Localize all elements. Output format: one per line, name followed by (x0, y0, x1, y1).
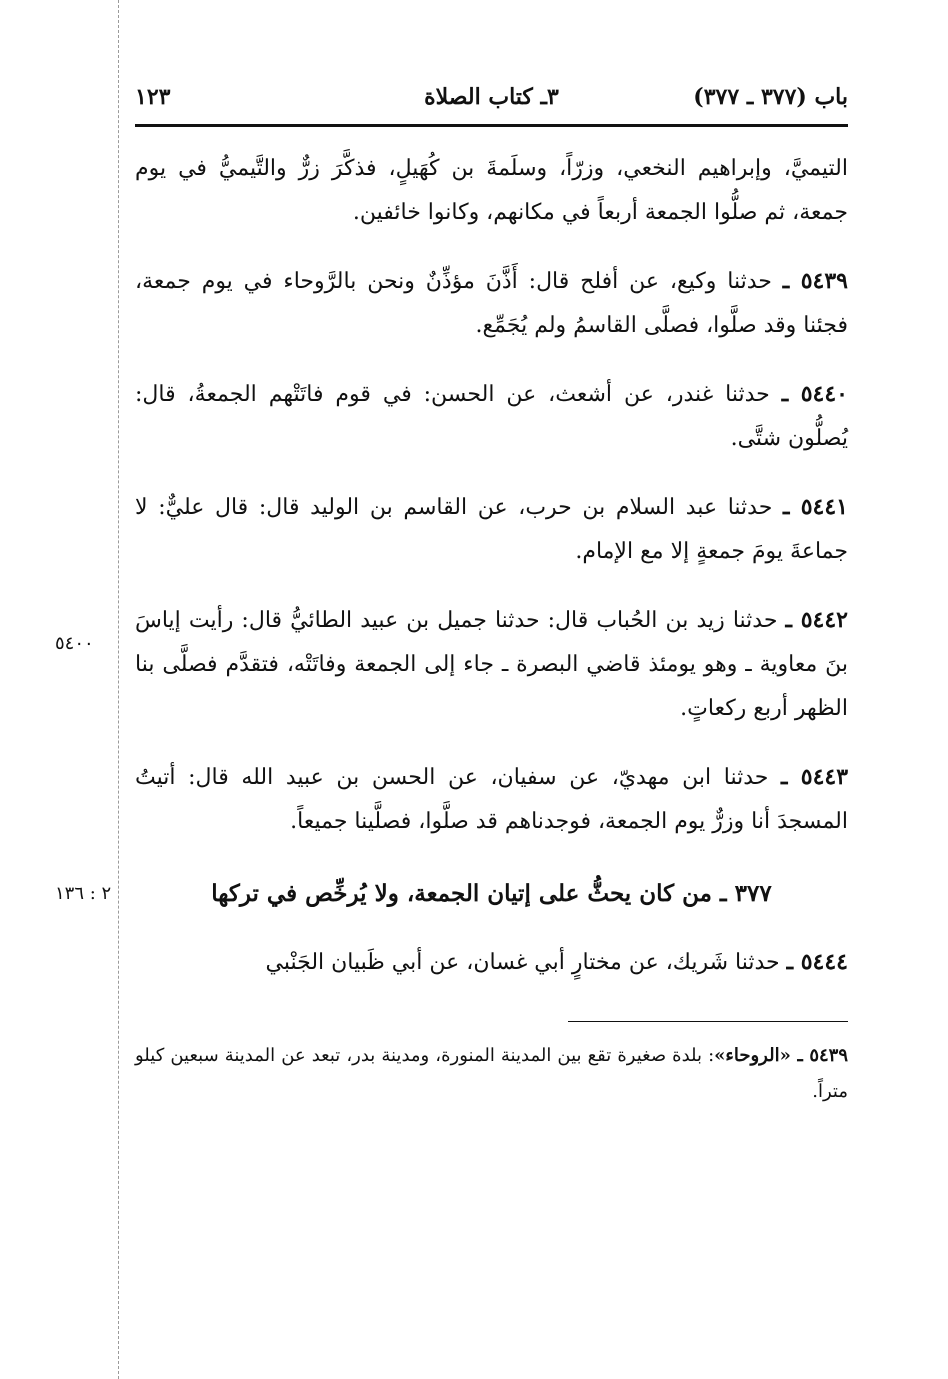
hadith-text: حدثنا زيد بن الحُباب قال: حدثنا جميل بن عبيد الطائيُّ قال: رأيت إياسَ بنَ معاوية ـ وهو يومئذ قاضي البصرة ـ جاء إلى الجمعة وفاتَتْه، فتقدَّم فصلَّى بنا الظهر أربع ركعاتٍ. (135, 608, 848, 721)
hadith-number: ٥٤٤٠ ـ (781, 381, 848, 407)
hadith-paragraph (135, 755, 848, 844)
hadith-paragraph (135, 259, 848, 348)
hadith-number: ٥٤٤٣ ـ (781, 764, 849, 790)
footnote-term: «الروحاء» (714, 1045, 798, 1066)
chapter-title: ٣٧٧ ـ من كان يحثُّ على إتيان الجمعة، ولا يُرخِّص في تركها (211, 880, 772, 907)
margin-guide-line (118, 0, 119, 1379)
hadith-text: حدثنا وكيع، عن أفلح قال: أَذَّنَ مؤذِّنٌ ونحن بالرَّوحاء في يوم جمعة، فجئنا وقد صلَّوا، فصلَّى القاسمُ ولم يُجَمِّع. (135, 269, 848, 338)
continuation-paragraph: التيميَّ، وإبراهيم النخعي، وزرّاً، وسلَمةَ بن كُهَيلٍ، فذكَّرَ زرٌّ والتَّيميُّ في يوم جمعة، ثم صلُّوا الجمعة أربعاً في مكانهم، وكانوا خائفين. (135, 156, 848, 225)
hadith-paragraph (135, 372, 848, 461)
chapter-heading (55, 872, 848, 916)
footnote-number: ٥٤٣٩ ـ (797, 1045, 848, 1066)
hadith-number: ٥٤٤٤ ـ (786, 949, 848, 975)
hadith-paragraph (135, 940, 848, 985)
header-page-number: ١٢٣ (135, 84, 171, 110)
hadith-5441 (135, 485, 848, 574)
hadith-text: حدثنا شَريك، عن مختارٍ أبي غسان، عن أبي ظَبيان الجَنْبي (265, 950, 787, 975)
hadith-5442 (55, 598, 848, 731)
header-divider (135, 124, 848, 127)
running-header (135, 78, 848, 118)
hadith-text: حدثنا ابن مهديّ، عن سفيان، عن الحسن بن عبيد الله قال: أتيتُ المسجدَ أنا وزرٌّ يوم الجمعة، فوجدناهم قد صلَّوا، فصلَّينا جميعاً. (135, 765, 848, 834)
page-body (55, 78, 849, 1110)
hadith-5443 (135, 755, 848, 844)
footnote (135, 1038, 848, 1110)
hadith-number: ٥٤٣٩ ـ (782, 268, 848, 294)
hadith-5439 (135, 259, 848, 348)
hadith-text: حدثنا عبد السلام بن حرب، عن القاسم بن الوليد قال: قال عليٌّ: لا جماعةَ يومَ جمعةٍ إلا مع الإمام. (135, 495, 848, 564)
hadith-paragraph (135, 598, 848, 731)
footnote-divider (568, 1021, 848, 1022)
hadith-number: ٥٤٤٢ ـ (785, 607, 848, 633)
hadith-text: حدثنا غندر، عن أشعث، عن الحسن: في قوم فاتَتْهم الجمعةُ، قال: يُصلُّون شتَّى. (135, 382, 848, 451)
footnote-text: : بلدة صغيرة تقع بين المدينة المنورة، ومدينة بدر، تبعد عن المدينة سبعين كيلو متراً. (135, 1045, 848, 1102)
hadith-number: ٥٤٤١ ـ (782, 494, 848, 520)
cross-reference-number: ٥٤٠٠ (55, 633, 94, 654)
hadith-paragraph (135, 485, 848, 574)
volume-page-reference: ٢ : ١٣٦ (55, 883, 112, 904)
hadith-5444 (135, 940, 848, 985)
header-chapter-range: باب (٣٧٧ ـ ٣٧٧) (693, 84, 848, 110)
hadith-5440 (135, 372, 848, 461)
header-book-title: ٣ـ كتاب الصلاة (424, 84, 559, 110)
